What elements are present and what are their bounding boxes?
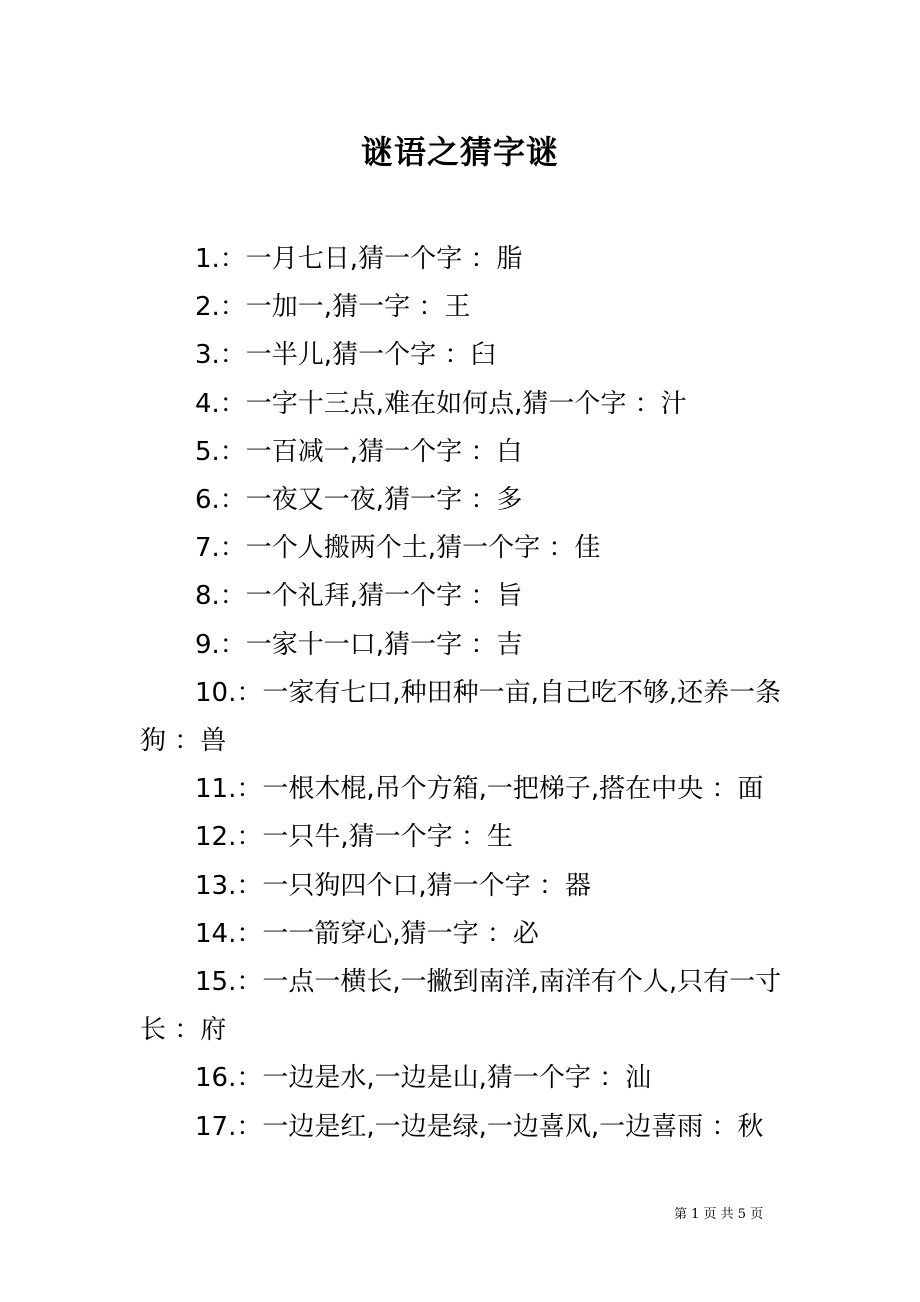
riddle-item-7: 7.：一个人搬两个土,猜一个字 ：佳 (195, 533, 601, 564)
riddle-item-8: 8.：一个礼拜,猜一个字 ：旨 (195, 581, 523, 612)
page-title: 谜语之猜字谜 (360, 133, 559, 171)
riddle-item-10: 10.：一家有七口,种田种一亩,自己吃不够,还养一条狗 ：兽 (140, 677, 782, 757)
riddle-item-5: 5.：一百减一,猜一个字 ：白 (195, 436, 523, 467)
riddle-item-2: 2.：一加一,猜一字 ：王 (195, 292, 471, 323)
riddle-item-14: 14.：一一箭穿心,猜一字 ：必 (195, 918, 539, 949)
riddle-item-16: 16.：一边是水,一边是山,猜一个字 ：汕 (195, 1063, 652, 1094)
riddle-item-11: 11.：一根木棍,吊个方箱,一把梯子,搭在中央 ：面 (195, 774, 764, 805)
riddle-item-4: 4.：一字十三点,难在如何点,猜一个字 ：汁 (195, 388, 687, 419)
riddle-list (140, 235, 785, 1151)
riddle-item-1: 1.：一月七日,猜一个字 ：脂 (195, 244, 523, 274)
riddle-item-9: 9.：一家十一口,猜一字 ：吉 (195, 629, 523, 660)
riddle-item-3: 3.：一半儿,猜一个字 ：臼 (195, 340, 497, 371)
riddle-item-17: 17.：一边是红,一边是绿,一边喜风,一边喜雨 ：秋 (195, 1111, 764, 1142)
riddle-item-6: 6.：一夜又一夜,猜一字 ：多 (195, 485, 523, 516)
riddle-item-15: 15.：一点一横长,一撇到南洋,南洋有个人,只有一寸长 ：府 (140, 967, 782, 1046)
riddle-item-13: 13.：一只狗四个口,猜一个字 ：器 (195, 870, 591, 901)
page-number-footer: 第 1 页 共 5 页 (674, 1207, 764, 1222)
riddle-item-12: 12.：一只牛,猜一个字 ：生 (195, 822, 513, 853)
